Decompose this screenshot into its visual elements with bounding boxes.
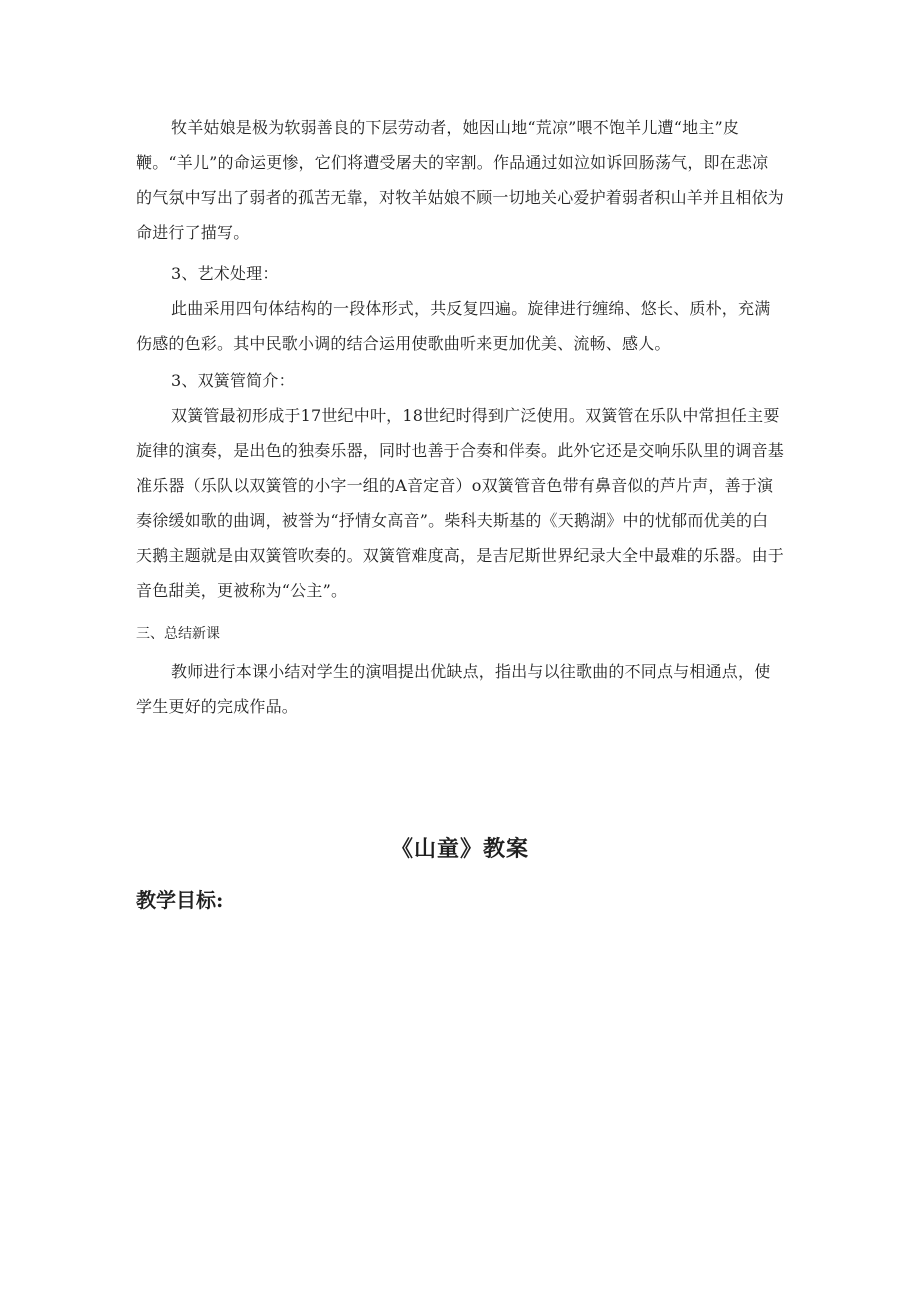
teaching-goals-heading: 教学目标: [136, 888, 224, 912]
paragraph-art-processing: 此曲采用四句体结构的一段体形式，共反复四遍。旋律进行缠绵、悠长、质朴，充满伤感的色彩。其中民歌小调的结合运用使歌曲听来更加优美、流畅、感人。 [136, 299, 771, 353]
section-summary-heading: 三、总结新课 [136, 626, 220, 642]
paragraph-oboe-intro: 双簧管最初形成于17世纪中叶，18世纪时得到广泛使用。双簧管在乐队中常担任主要旋律的演奏，是出色的独奏乐器，同时也善于合奏和伴奏。此外它还是交响乐队里的调音基准乐器（乐队以双簧管的小字一组的A音定音）o双簧管音色带有鼻音似的芦片声，善于演奏徐缓如歌的曲调，被誉为“抒情女高音”。柴科夫斯基的《天鹅湖》中的忧郁而优美的白天鹅主题就是由双簧管吹奏的。双簧管难度高，是吉尼斯世界纪录大全中最难的乐器。由于音色甜美，更被称为“公主”。 [136, 406, 785, 600]
heading-art-processing: 3、艺术处理： [171, 264, 279, 283]
heading-oboe-intro: 3、双簧管简介： [171, 371, 295, 390]
paragraph-shepherd-girl: 牧羊姑娘是极为软弱善良的下层劳动者，她因山地“荒凉”喂不饱羊儿遭“地主”皮鞭。“羊儿”的命运更惨，它们将遭受屠夫的宰割。作品通过如泣如诉回肠荡气，即在悲凉的气氛中写出了弱者的孤苦无靠，对牧羊姑娘不顾一切地关心爱护着弱者积山羊并且相依为命进行了描写。 [136, 118, 785, 242]
lesson-title: 《山童》教案 [390, 836, 529, 862]
paragraph-summary: 教师进行本课小结对学生的演唱提出优缺点，指出与以往歌曲的不同点与相通点，使学生更好的完成作品。 [136, 662, 771, 716]
